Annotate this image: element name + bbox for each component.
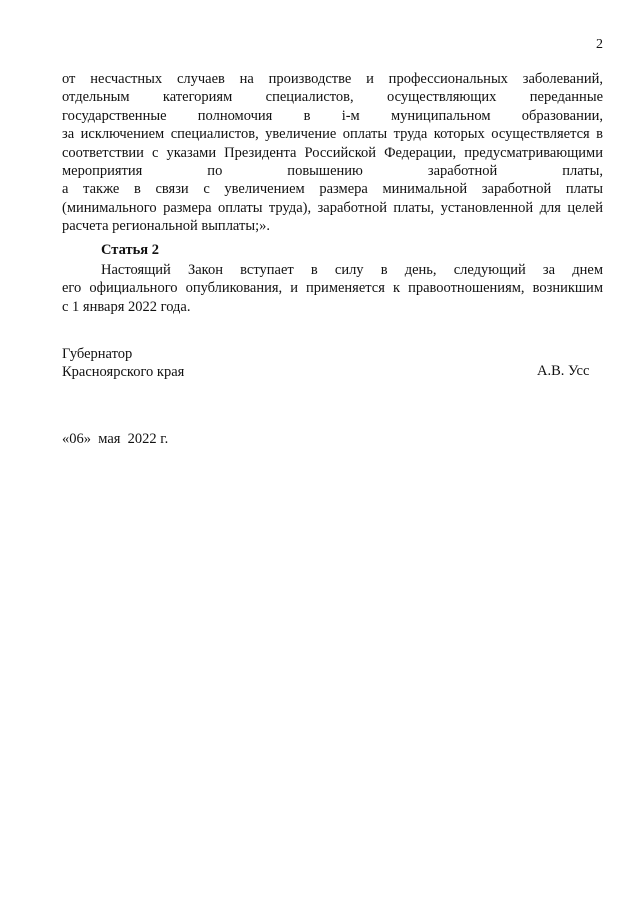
paragraph-line: за исключением специалистов, увеличение оплаты труда которых осуществляется в <box>62 126 603 143</box>
paragraph-line: от несчастных случаев на производстве и профессиональных заболеваний, <box>62 71 603 87</box>
paragraph-line: (минимального размера оплаты труда), заработной платы, установленной для целей <box>62 199 603 216</box>
paragraph-line: соответствии с указами Президента Российской Федерации, предусматривающими <box>62 144 603 161</box>
paragraph-line: отдельным категориям специалистов, осуществляющих переданные <box>62 89 603 106</box>
signer-name: А.В. Усс <box>537 363 590 379</box>
article-line: Настоящий Закон вступает в силу в день, следующий за днем <box>101 262 603 278</box>
paragraph-line: мероприятия по повышению заработной платы, <box>62 162 603 179</box>
paragraph-line: расчета региональной выплаты;». <box>62 218 270 235</box>
paragraph-continuation <box>62 70 603 236</box>
paragraph-line: государственные полномочия в i-м муниципальном образовании, <box>62 107 603 124</box>
signer-position <box>62 345 184 382</box>
paragraph-line: а также в связи с увеличением размера минимальной заработной платы <box>62 181 603 198</box>
article-title: Статья 2 <box>101 242 159 258</box>
page-number: 2 <box>596 37 603 52</box>
article-line: с 1 января 2022 года. <box>62 298 191 315</box>
signer-position-line: Красноярского края <box>62 364 185 381</box>
signer-position-line: Губернатор <box>62 346 133 362</box>
article-body <box>62 261 603 316</box>
article-line: его официального опубликования, и применяется к правоотношениям, возникшим <box>62 280 603 297</box>
signing-date: «06» мая 2022 г. <box>62 431 169 447</box>
